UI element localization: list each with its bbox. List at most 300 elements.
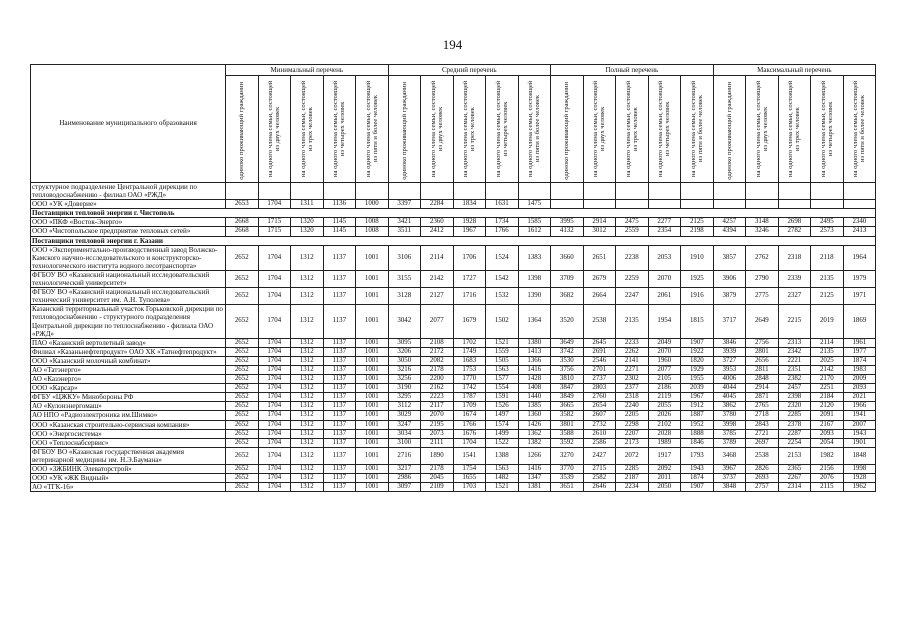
value-cell: 1754 — [453, 465, 486, 474]
value-cell: 1381 — [518, 483, 551, 492]
value-cell: 1704 — [258, 465, 291, 474]
value-cell: 2652 — [226, 447, 259, 464]
value-cell: 3148 — [746, 218, 779, 227]
value-cell: 1137 — [323, 402, 356, 411]
organization-name-cell: ООО «Теплоснабсервис» — [31, 438, 226, 447]
value-cell: 1715 — [258, 227, 291, 236]
value-cell: 1385 — [518, 402, 551, 411]
value-cell: 3206 — [388, 347, 421, 356]
value-cell: 3520 — [551, 305, 584, 338]
value-cell: 1676 — [453, 429, 486, 438]
value-cell: 2654 — [583, 402, 616, 411]
value-cell: 1941 — [843, 411, 876, 420]
value-cell — [388, 183, 421, 200]
value-cell: 2141 — [616, 356, 649, 365]
value-cell: 1907 — [681, 483, 714, 492]
value-cell: 2011 — [648, 474, 681, 483]
value-cell: 2156 — [811, 465, 844, 474]
value-cell: 1943 — [843, 429, 876, 438]
value-cell: 2914 — [746, 384, 779, 393]
value-cell: 3421 — [388, 218, 421, 227]
value-cell: 3128 — [388, 288, 421, 305]
value-cell: 1505 — [486, 356, 519, 365]
value-cell: 1475 — [518, 200, 551, 209]
value-cell: 2127 — [421, 288, 454, 305]
value-cell: 1631 — [486, 200, 519, 209]
value-cell: 1312 — [291, 347, 324, 356]
value-cell: 1574 — [486, 420, 519, 429]
value-cell: 2135 — [616, 305, 649, 338]
value-cell: 1704 — [453, 438, 486, 447]
value-cell: 3582 — [551, 411, 584, 420]
value-cell: 2351 — [778, 365, 811, 374]
value-cell: 2093 — [811, 429, 844, 438]
value-cell: 1137 — [323, 438, 356, 447]
value-cell: 2118 — [811, 245, 844, 270]
value-cell: 4257 — [713, 218, 746, 227]
value-cell: 1704 — [258, 384, 291, 393]
value-cell: 3468 — [713, 447, 746, 464]
column-subheader — [811, 76, 844, 183]
value-cell: 1364 — [518, 305, 551, 338]
value-cell: 2698 — [778, 218, 811, 227]
value-cell: 1312 — [291, 365, 324, 374]
value-cell: 2238 — [616, 245, 649, 270]
value-cell: 2871 — [746, 393, 779, 402]
value-cell: 2652 — [226, 270, 259, 287]
value-cell: 1917 — [648, 447, 681, 464]
table-body — [31, 183, 876, 492]
value-cell: 1846 — [681, 438, 714, 447]
value-cell: 2021 — [843, 393, 876, 402]
table-row — [31, 384, 876, 393]
table-row — [31, 270, 876, 287]
value-cell: 1311 — [291, 200, 324, 209]
value-cell: 2125 — [811, 288, 844, 305]
organization-name-cell: ФГБУ «ЦЖКУ» Минобороны РФ — [31, 393, 226, 402]
column-subheader-text: на одного члена семьи, состоящей из двух человек — [267, 80, 282, 178]
value-cell: 3095 — [388, 338, 421, 347]
value-cell — [258, 183, 291, 200]
value-cell: 3539 — [551, 474, 584, 483]
value-cell: 1704 — [258, 347, 291, 356]
value-cell: 1137 — [323, 384, 356, 393]
value-cell: 2607 — [583, 411, 616, 420]
value-cell: 2320 — [778, 402, 811, 411]
value-cell: 1312 — [291, 375, 324, 384]
value-cell: 1766 — [453, 420, 486, 429]
value-cell: 3511 — [388, 227, 421, 236]
value-cell — [843, 200, 876, 209]
value-cell: 1703 — [453, 483, 486, 492]
value-cell: 2055 — [648, 402, 681, 411]
value-cell: 1001 — [356, 338, 389, 347]
value-cell: 1312 — [291, 402, 324, 411]
value-cell: 1499 — [486, 429, 519, 438]
value-cell: 2457 — [778, 384, 811, 393]
value-cell: 1554 — [486, 384, 519, 393]
value-cell: 1136 — [323, 200, 356, 209]
column-subheader-text: на одного члена семьи, состоящей из четырех человек — [657, 80, 672, 178]
value-cell: 1390 — [518, 288, 551, 305]
value-cell: 2652 — [226, 393, 259, 402]
column-subheader — [616, 76, 649, 183]
value-cell: 1869 — [843, 305, 876, 338]
value-cell — [518, 183, 551, 200]
column-subheader-text: на одного члена семьи, состоящей из двух человек — [592, 80, 607, 178]
value-cell: 3029 — [388, 411, 421, 420]
value-cell — [778, 183, 811, 200]
value-cell: 2298 — [616, 420, 649, 429]
value-cell: 2365 — [778, 465, 811, 474]
value-cell: 1704 — [258, 474, 291, 483]
value-cell: 2646 — [583, 483, 616, 492]
value-cell: 2091 — [811, 411, 844, 420]
value-cell: 2656 — [746, 356, 779, 365]
organization-name-cell: Филиал «Казаньнефтепродукт» ОАО ХК «Татнефтепродукт» — [31, 347, 226, 356]
value-cell: 1679 — [453, 305, 486, 338]
value-cell: 2135 — [811, 347, 844, 356]
value-cell: 2205 — [616, 411, 649, 420]
value-cell — [486, 183, 519, 200]
value-cell: 2559 — [616, 227, 649, 236]
value-cell: 1521 — [486, 483, 519, 492]
value-cell: 2651 — [583, 245, 616, 270]
value-cell — [453, 183, 486, 200]
value-cell: 3112 — [388, 402, 421, 411]
value-cell: 1312 — [291, 393, 324, 402]
value-cell: 1482 — [486, 474, 519, 483]
value-cell: 2119 — [648, 393, 681, 402]
value-cell: 1928 — [453, 218, 486, 227]
value-cell: 1715 — [258, 218, 291, 227]
value-cell: 2198 — [681, 227, 714, 236]
value-cell: 1416 — [518, 365, 551, 374]
value-cell: 1137 — [323, 270, 356, 287]
value-cell: 2045 — [421, 474, 454, 483]
value-cell: 1749 — [453, 347, 486, 356]
value-cell: 1929 — [681, 365, 714, 374]
value-cell — [811, 183, 844, 200]
column-subheader — [843, 76, 876, 183]
value-cell: 1907 — [681, 338, 714, 347]
group-header-full: Полный перечень — [551, 65, 714, 76]
value-cell: 1704 — [258, 338, 291, 347]
value-cell — [648, 183, 681, 200]
value-cell: 2050 — [648, 483, 681, 492]
value-cell: 2093 — [843, 384, 876, 393]
value-cell: 1704 — [258, 402, 291, 411]
value-cell: 2076 — [811, 474, 844, 483]
value-cell: 1977 — [843, 347, 876, 356]
value-cell: 1793 — [681, 447, 714, 464]
value-cell: 1008 — [356, 227, 389, 236]
organization-name-cell: структурное подразделение Центральной дирекции по тепловодоснабжению - филиал ОАО «РЖД» — [31, 183, 226, 200]
value-cell: 1674 — [453, 411, 486, 420]
value-cell: 2339 — [778, 270, 811, 287]
value-cell: 3665 — [551, 402, 584, 411]
value-cell: 1137 — [323, 356, 356, 365]
value-cell — [583, 183, 616, 200]
value-cell: 2652 — [226, 438, 259, 447]
column-subheader — [421, 76, 454, 183]
value-cell: 2039 — [681, 384, 714, 393]
value-cell — [356, 183, 389, 200]
table-row — [31, 438, 876, 447]
value-cell: 1312 — [291, 245, 324, 270]
value-cell: 1912 — [681, 402, 714, 411]
value-cell — [291, 183, 324, 200]
value-cell: 2826 — [746, 465, 779, 474]
value-cell: 4132 — [551, 227, 584, 236]
value-cell: 3953 — [713, 365, 746, 374]
value-cell: 1137 — [323, 305, 356, 338]
table-row — [31, 288, 876, 305]
value-cell: 1834 — [453, 200, 486, 209]
value-cell — [778, 200, 811, 209]
table-row — [31, 227, 876, 236]
value-cell: 2102 — [648, 420, 681, 429]
value-cell: 1890 — [421, 447, 454, 464]
value-cell: 2413 — [843, 227, 876, 236]
organization-name-cell: ФГБОУ ВО «Казанский национальный исследовательский технический университет им. А.Н. Туполева» — [31, 288, 226, 305]
value-cell: 1502 — [486, 305, 519, 338]
value-cell — [681, 183, 714, 200]
value-cell: 2721 — [746, 429, 779, 438]
value-cell: 2082 — [421, 356, 454, 365]
value-cell: 1683 — [453, 356, 486, 365]
page-number: 194 — [442, 37, 463, 52]
value-cell — [746, 183, 779, 200]
column-subheader — [648, 76, 681, 183]
value-cell — [713, 183, 746, 200]
value-cell: 4044 — [713, 384, 746, 393]
value-cell: 3906 — [713, 270, 746, 287]
value-cell — [323, 183, 356, 200]
value-cell: 2716 — [388, 447, 421, 464]
value-cell: 2277 — [648, 218, 681, 227]
value-cell: 2142 — [421, 270, 454, 287]
value-cell: 2267 — [778, 474, 811, 483]
value-cell: 2546 — [583, 356, 616, 365]
value-cell: 3034 — [388, 429, 421, 438]
value-cell: 1137 — [323, 483, 356, 492]
value-cell: 1954 — [648, 305, 681, 338]
value-cell: 2582 — [583, 474, 616, 483]
value-cell: 3155 — [388, 270, 421, 287]
value-cell: 1001 — [356, 288, 389, 305]
organization-name-cell: АО «Татэнерго» — [31, 365, 226, 374]
value-cell: 1585 — [518, 218, 551, 227]
value-cell: 3995 — [551, 218, 584, 227]
value-cell: 1655 — [453, 474, 486, 483]
section-title: Поставщики тепловой энергии г. Казани — [31, 236, 876, 245]
value-cell — [616, 200, 649, 209]
value-cell: 2652 — [226, 288, 259, 305]
value-cell: 1137 — [323, 288, 356, 305]
value-cell: 2173 — [616, 438, 649, 447]
value-cell: 1440 — [518, 393, 551, 402]
value-cell: 1770 — [453, 375, 486, 384]
column-subheader-text: на одного члена семьи, состоящей из пяти и более человек — [364, 80, 379, 178]
value-cell: 1001 — [356, 356, 389, 365]
value-cell: 1971 — [843, 288, 876, 305]
value-cell: 3810 — [551, 375, 584, 384]
value-cell: 3789 — [713, 438, 746, 447]
value-cell: 2377 — [616, 384, 649, 393]
value-cell: 2843 — [746, 420, 779, 429]
value-cell: 1967 — [681, 393, 714, 402]
value-cell: 1925 — [681, 270, 714, 287]
table-row — [31, 183, 876, 200]
value-cell: 2412 — [421, 227, 454, 236]
value-cell: 1001 — [356, 402, 389, 411]
value-cell: 1001 — [356, 447, 389, 464]
value-cell: 2234 — [616, 483, 649, 492]
value-cell: 3106 — [388, 245, 421, 270]
organization-name-cell: ООО «Экспериментально-производственный завод Волжско-Камского научно-исследовательского и конструкторско-технологического института водного лесотранспорта» — [31, 245, 226, 270]
value-cell: 2652 — [226, 365, 259, 374]
value-cell: 2652 — [226, 429, 259, 438]
organization-name-cell: ФГБОУ ВО «Казанский национальный исследовательский технологический университет» — [31, 270, 226, 287]
value-cell: 1706 — [453, 245, 486, 270]
value-cell: 1001 — [356, 365, 389, 374]
column-subheader-text: на одного члена семьи, состоящей из трех человек — [462, 80, 477, 178]
value-cell: 1137 — [323, 338, 356, 347]
value-cell — [551, 183, 584, 200]
value-cell: 1521 — [486, 338, 519, 347]
value-cell: 3857 — [713, 245, 746, 270]
value-cell: 1979 — [843, 270, 876, 287]
organization-name-cell: ПАО «Казанский вертолетный завод» — [31, 338, 226, 347]
value-cell — [843, 183, 876, 200]
value-cell: 1967 — [453, 227, 486, 236]
value-cell: 1704 — [258, 411, 291, 420]
column-subheader — [258, 76, 291, 183]
value-cell: 1312 — [291, 438, 324, 447]
value-cell — [811, 200, 844, 209]
value-cell: 1563 — [486, 365, 519, 374]
value-cell: 2538 — [583, 305, 616, 338]
value-cell: 1001 — [356, 245, 389, 270]
value-cell: 2026 — [648, 411, 681, 420]
value-cell: 1398 — [518, 270, 551, 287]
value-cell: 3709 — [551, 270, 584, 287]
table-row — [31, 218, 876, 227]
value-cell: 2302 — [616, 375, 649, 384]
value-cell: 2652 — [226, 245, 259, 270]
value-cell: 3770 — [551, 465, 584, 474]
value-cell: 2354 — [648, 227, 681, 236]
value-cell: 2737 — [583, 375, 616, 384]
value-cell: 1989 — [648, 438, 681, 447]
value-cell: 1910 — [681, 245, 714, 270]
value-cell: 2649 — [746, 305, 779, 338]
value-cell: 2262 — [616, 347, 649, 356]
value-cell — [583, 200, 616, 209]
tariff-table — [30, 64, 876, 492]
value-cell: 2114 — [811, 338, 844, 347]
value-cell: 3849 — [551, 393, 584, 402]
value-cell: 1137 — [323, 420, 356, 429]
value-cell: 3651 — [551, 483, 584, 492]
column-subheader-text: одиноко проживающий гражданин — [238, 82, 246, 180]
column-subheader-text: на одного члена семьи, состоящей из четырех человек — [819, 80, 834, 178]
column-subheader-text: на одного члена семьи, состоящей из трех человек — [624, 80, 639, 178]
value-cell: 1815 — [681, 305, 714, 338]
value-cell: 2652 — [226, 375, 259, 384]
value-cell: 1137 — [323, 474, 356, 483]
value-cell: 3862 — [713, 402, 746, 411]
value-cell: 2178 — [421, 465, 454, 474]
value-cell: 1542 — [486, 270, 519, 287]
value-cell: 1742 — [453, 384, 486, 393]
value-cell: 1001 — [356, 483, 389, 492]
column-subheader-text: на одного члена семьи, состоящей из трех человек — [787, 80, 802, 178]
value-cell: 2652 — [226, 384, 259, 393]
value-cell: 1704 — [258, 270, 291, 287]
value-cell — [681, 200, 714, 209]
value-cell: 2135 — [811, 270, 844, 287]
value-cell: 3742 — [551, 347, 584, 356]
value-cell: 1563 — [486, 465, 519, 474]
value-cell: 1413 — [518, 347, 551, 356]
value-cell — [551, 200, 584, 209]
value-cell: 2025 — [811, 356, 844, 365]
value-cell: 1787 — [453, 393, 486, 402]
value-cell: 1704 — [258, 288, 291, 305]
value-cell: 1001 — [356, 393, 389, 402]
column-subheader-text: одиноко проживающий гражданин — [725, 82, 733, 180]
value-cell: 1001 — [356, 438, 389, 447]
value-cell: 3042 — [388, 305, 421, 338]
value-cell: 3846 — [713, 338, 746, 347]
value-cell: 1704 — [258, 375, 291, 384]
value-cell — [616, 183, 649, 200]
value-cell: 2327 — [778, 288, 811, 305]
value-cell: 2053 — [648, 245, 681, 270]
table-row — [31, 483, 876, 492]
value-cell: 2105 — [648, 375, 681, 384]
value-cell: 2652 — [226, 338, 259, 347]
value-cell: 1704 — [258, 393, 291, 402]
value-cell: 1145 — [323, 218, 356, 227]
value-cell: 1916 — [681, 288, 714, 305]
value-cell: 1312 — [291, 288, 324, 305]
value-cell: 1001 — [356, 411, 389, 420]
value-cell: 2070 — [648, 270, 681, 287]
value-cell: 1001 — [356, 347, 389, 356]
table-row — [31, 305, 876, 338]
value-cell: 2757 — [746, 483, 779, 492]
value-cell: 2167 — [811, 420, 844, 429]
value-cell: 2200 — [421, 375, 454, 384]
value-cell: 3012 — [583, 227, 616, 236]
group-header-maximal: Максимальный перечень — [713, 65, 876, 76]
value-cell: 3247 — [388, 420, 421, 429]
value-cell: 2114 — [421, 245, 454, 270]
value-cell: 3998 — [713, 420, 746, 429]
value-cell: 1137 — [323, 393, 356, 402]
value-cell: 2077 — [648, 365, 681, 374]
value-cell: 1704 — [258, 245, 291, 270]
value-cell: 3270 — [551, 447, 584, 464]
value-cell: 1952 — [681, 420, 714, 429]
value-cell: 2693 — [746, 474, 779, 483]
value-cell: 2652 — [226, 356, 259, 365]
value-cell: 2184 — [811, 393, 844, 402]
organization-name-cell: ООО «Чистопольское предприятие тепловых сетей» — [31, 227, 226, 236]
